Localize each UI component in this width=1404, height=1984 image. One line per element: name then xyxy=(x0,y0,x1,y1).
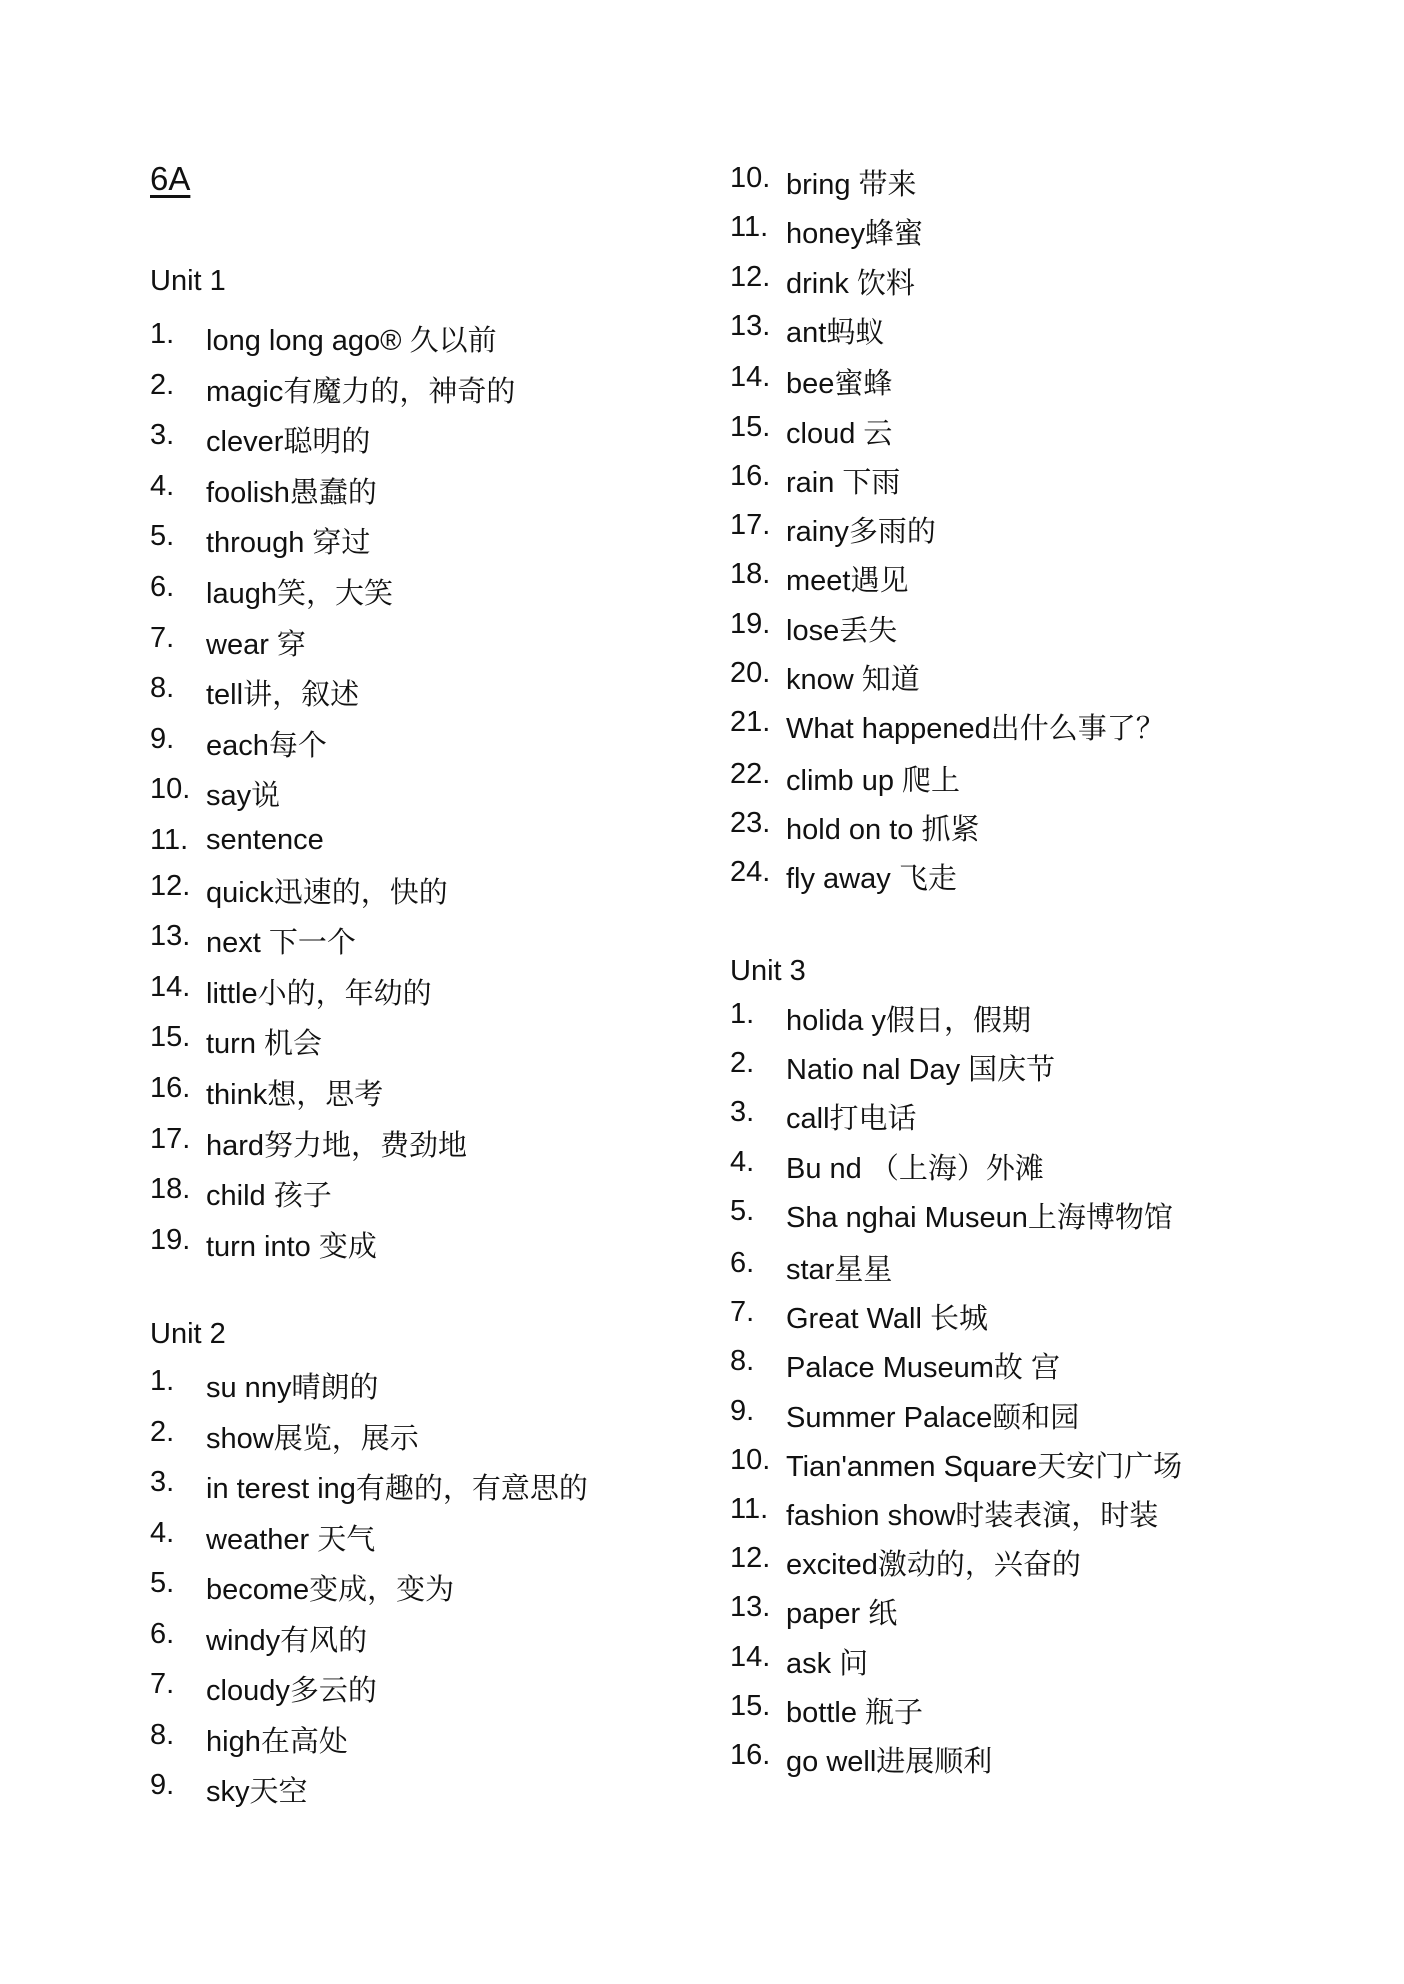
list-item xyxy=(150,870,448,911)
item-text: think想，思考 xyxy=(206,1079,384,1111)
item-number: 17. xyxy=(730,509,771,542)
list-item xyxy=(730,261,915,302)
list-item xyxy=(730,558,908,599)
item-text: fashion show时装表演，时装 xyxy=(786,1500,1159,1532)
item-number: 20. xyxy=(730,657,771,689)
item-text: little小的，年幼的 xyxy=(206,977,432,1010)
list-item xyxy=(730,657,920,698)
item-number: 8. xyxy=(730,1345,755,1378)
list-item xyxy=(150,1021,322,1062)
item-number: 8. xyxy=(150,672,175,705)
list-item xyxy=(150,1173,332,1214)
item-text: sentence xyxy=(206,824,324,856)
list-item xyxy=(150,419,370,460)
list-item xyxy=(730,411,892,452)
item-number: 14. xyxy=(730,1640,771,1673)
item-number: 13. xyxy=(150,920,191,953)
item-number: 11. xyxy=(150,824,189,856)
item-text: go well进展顺利 xyxy=(786,1746,993,1778)
item-text: weather 天气 xyxy=(206,1523,376,1556)
list-item xyxy=(150,672,359,713)
list-item xyxy=(150,920,356,961)
item-number: 7. xyxy=(730,1296,755,1329)
item-number: 10. xyxy=(730,1443,771,1476)
item-number: 18. xyxy=(730,558,771,591)
item-number: 11. xyxy=(730,1493,769,1525)
item-number: 21. xyxy=(730,706,771,739)
item-text: star星星 xyxy=(786,1254,893,1286)
item-number: 14. xyxy=(730,361,771,394)
item-text: tell讲，叙述 xyxy=(206,679,360,712)
item-text: Sha nghai Museun上海博物馆 xyxy=(786,1201,1173,1234)
item-number: 1. xyxy=(150,318,175,350)
item-number: 9. xyxy=(150,1769,175,1801)
item-number: 2. xyxy=(150,368,175,401)
list-item xyxy=(730,706,1165,747)
item-number: 10. xyxy=(730,162,771,194)
list-item xyxy=(730,1591,897,1632)
list-item xyxy=(150,1567,454,1608)
item-number: 9. xyxy=(730,1394,755,1427)
list-item xyxy=(730,1690,923,1731)
item-number: 16. xyxy=(730,459,771,492)
item-text: say说 xyxy=(206,780,281,813)
item-number: 7. xyxy=(150,1668,175,1700)
list-item xyxy=(150,1769,308,1810)
item-number: 15. xyxy=(730,410,771,443)
list-item xyxy=(150,318,497,359)
unit-3-heading: Unit 3 xyxy=(730,955,806,987)
list-item xyxy=(150,1668,377,1709)
item-text: long long ago® 久以前 xyxy=(206,325,497,357)
item-text: clever聪明的 xyxy=(206,426,371,459)
item-text: foolish愚蠢的 xyxy=(206,476,377,509)
item-number: 12. xyxy=(150,869,191,902)
list-item xyxy=(730,1444,1182,1485)
item-text: holida y假日，假期 xyxy=(786,1005,1031,1037)
list-item xyxy=(730,1047,1055,1088)
list-item xyxy=(730,211,923,252)
list-item xyxy=(730,1641,868,1682)
item-text: through 穿过 xyxy=(206,527,371,560)
item-number: 12. xyxy=(730,1542,771,1575)
item-number: 1. xyxy=(150,1365,175,1397)
list-item xyxy=(730,509,936,550)
list-item xyxy=(150,824,324,857)
item-number: 19. xyxy=(150,1223,191,1256)
item-text: Bu nd （上海）外滩 xyxy=(786,1152,1044,1185)
item-number: 2. xyxy=(730,1047,755,1080)
unit-1-heading: Unit 1 xyxy=(150,265,226,297)
item-number: 3. xyxy=(730,1096,755,1129)
item-number: 24. xyxy=(730,856,771,889)
list-item xyxy=(730,162,917,203)
item-text: Great Wall 长城 xyxy=(786,1303,988,1336)
item-text: ant蚂蚁 xyxy=(786,316,885,349)
item-text: Tian'anmen Square天安门广场 xyxy=(786,1450,1183,1483)
list-item xyxy=(150,1072,383,1113)
list-item xyxy=(730,1345,1060,1386)
item-number: 12. xyxy=(730,260,771,293)
list-item xyxy=(730,361,892,402)
item-text: Natio nal Day 国庆节 xyxy=(786,1054,1056,1087)
item-text: hard努力地，费劲地 xyxy=(206,1129,468,1162)
item-number: 17. xyxy=(150,1122,191,1155)
item-text: high在高处 xyxy=(206,1725,348,1758)
item-number: 5. xyxy=(150,520,175,553)
list-item xyxy=(150,773,280,814)
item-number: 7. xyxy=(150,621,175,654)
item-number: 6. xyxy=(730,1247,755,1279)
list-item xyxy=(730,1739,992,1780)
item-number: 23. xyxy=(730,806,771,839)
item-text: drink 饮料 xyxy=(786,267,915,300)
item-number: 10. xyxy=(150,773,191,806)
item-number: 15. xyxy=(150,1021,191,1054)
item-number: 4. xyxy=(730,1145,755,1178)
list-item xyxy=(730,1195,1173,1236)
list-item xyxy=(730,608,897,649)
item-text: rainy多雨的 xyxy=(786,516,936,549)
list-item xyxy=(730,807,979,848)
item-text: become变成，变为 xyxy=(206,1574,455,1606)
list-item xyxy=(150,1416,419,1457)
item-text: magic有魔力的，神奇的 xyxy=(206,375,516,408)
list-item xyxy=(730,1493,1158,1534)
item-number: 4. xyxy=(150,1516,175,1549)
list-item xyxy=(730,460,900,501)
item-number: 16. xyxy=(730,1739,771,1771)
item-text: hold on to 抓紧 xyxy=(786,813,980,846)
item-number: 8. xyxy=(150,1718,175,1751)
item-number: 4. xyxy=(150,469,175,502)
item-text: bottle 瓶子 xyxy=(786,1696,923,1729)
item-number: 16. xyxy=(150,1072,191,1104)
list-item xyxy=(150,1224,377,1265)
item-number: 5. xyxy=(150,1567,175,1599)
list-item xyxy=(730,310,884,351)
page-title: 6A xyxy=(150,160,191,197)
item-text: laugh笑，大笑 xyxy=(206,578,393,610)
item-text: lose丢失 xyxy=(786,614,898,647)
item-text: call打电话 xyxy=(786,1103,917,1136)
item-text: in terest ing有趣的，有意思的 xyxy=(206,1473,588,1505)
item-text: excited激动的，兴奋的 xyxy=(786,1549,1081,1582)
list-item xyxy=(150,1719,348,1760)
item-text: child 孩子 xyxy=(206,1180,332,1213)
list-item xyxy=(150,1365,378,1406)
list-item xyxy=(150,1466,588,1507)
item-text: rain 下雨 xyxy=(786,466,901,499)
list-item xyxy=(150,622,306,663)
item-number: 15. xyxy=(730,1689,771,1722)
item-number: 11. xyxy=(730,211,769,244)
item-text: show展览，展示 xyxy=(206,1422,419,1455)
list-item xyxy=(730,1296,988,1337)
item-number: 1. xyxy=(730,998,755,1030)
item-text: What happened出什么事了？ xyxy=(786,713,1165,746)
list-item xyxy=(150,971,432,1012)
list-item xyxy=(730,1395,1079,1436)
list-item xyxy=(150,470,377,511)
item-text: turn into 变成 xyxy=(206,1230,377,1263)
item-number: 9. xyxy=(150,722,175,755)
item-text: sky天空 xyxy=(206,1776,308,1808)
list-item xyxy=(150,1517,375,1558)
list-item xyxy=(730,856,957,897)
list-item xyxy=(150,520,370,561)
item-text: each每个 xyxy=(206,729,327,762)
item-text: su nny晴朗的 xyxy=(206,1372,379,1404)
item-text: cloudy多云的 xyxy=(206,1675,377,1707)
item-text: quick迅速的，快的 xyxy=(206,876,448,909)
item-text: honey蜂蜜 xyxy=(786,218,924,251)
item-text: wear 穿 xyxy=(206,628,306,661)
item-text: ask 问 xyxy=(786,1647,869,1680)
list-item xyxy=(730,1096,917,1137)
item-text: next 下一个 xyxy=(206,927,356,960)
list-item xyxy=(150,723,327,764)
item-text: climb up 爬上 xyxy=(786,764,961,797)
item-number: 6. xyxy=(150,1617,175,1650)
list-item xyxy=(150,1123,467,1164)
list-item xyxy=(730,758,960,799)
item-number: 2. xyxy=(150,1415,175,1448)
item-number: 3. xyxy=(150,1466,175,1498)
item-text: cloud 云 xyxy=(786,417,893,450)
item-number: 18. xyxy=(150,1173,191,1206)
item-text: Palace Museum故 宫 xyxy=(786,1352,1060,1385)
list-item xyxy=(150,1618,367,1659)
item-text: bring 带来 xyxy=(786,169,917,201)
item-text: meet遇见 xyxy=(786,565,909,598)
list-item xyxy=(730,1542,1081,1583)
item-text: know 知道 xyxy=(786,664,920,696)
item-text: fly away 飞走 xyxy=(786,863,957,896)
item-number: 3. xyxy=(150,419,175,452)
item-number: 14. xyxy=(150,970,191,1003)
list-item xyxy=(730,1146,1044,1187)
item-text: windy有风的 xyxy=(206,1624,368,1657)
item-number: 6. xyxy=(150,571,175,603)
item-number: 13. xyxy=(730,309,771,342)
item-number: 19. xyxy=(730,607,771,640)
list-item xyxy=(150,369,515,410)
item-number: 22. xyxy=(730,757,771,790)
list-item xyxy=(730,998,1031,1039)
item-text: turn 机会 xyxy=(206,1028,323,1061)
item-number: 5. xyxy=(730,1194,755,1227)
item-text: Summer Palace颐和园 xyxy=(786,1401,1080,1434)
item-text: bee蜜蜂 xyxy=(786,368,893,401)
list-item xyxy=(150,571,393,612)
item-text: paper 纸 xyxy=(786,1598,898,1631)
unit-2-heading: Unit 2 xyxy=(150,1318,226,1350)
item-number: 13. xyxy=(730,1591,771,1624)
list-item xyxy=(730,1247,892,1288)
